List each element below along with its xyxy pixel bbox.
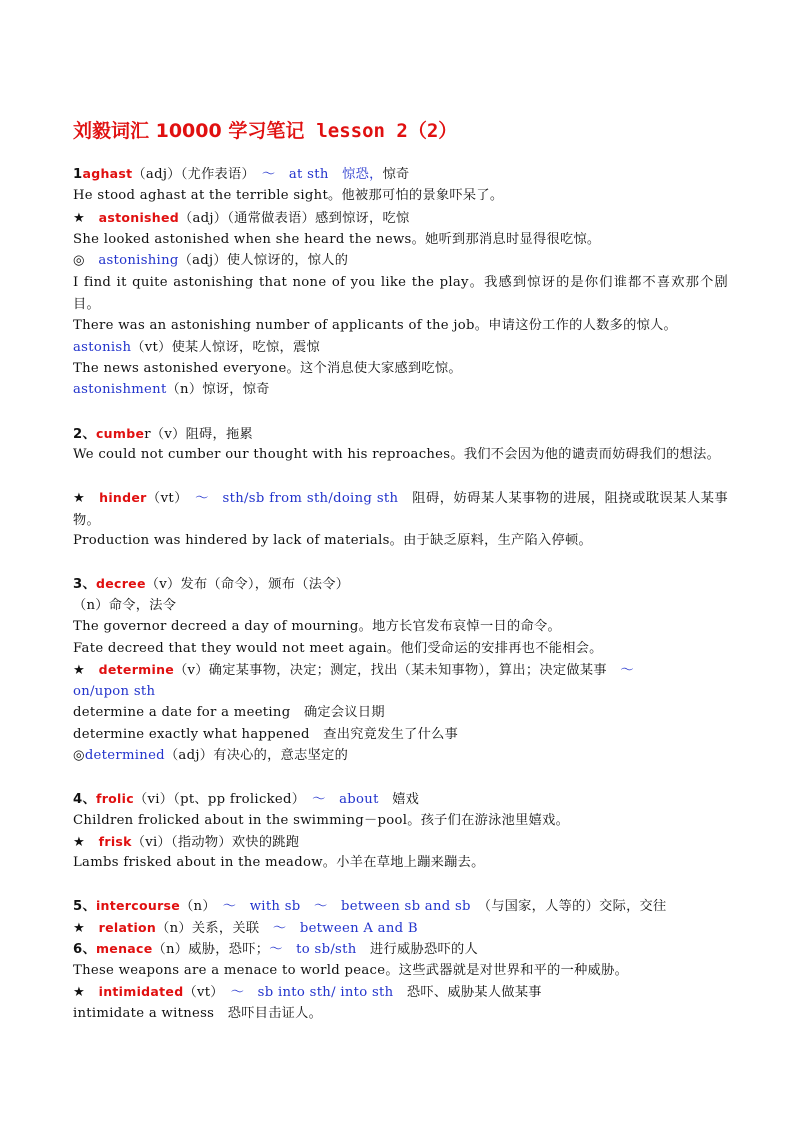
derived-word-line [73, 250, 728, 272]
example-line: The governor decreed a day of mourning。地方长官发布哀悼一日的命令。 [73, 619, 561, 634]
phrase: ～ between A and B [272, 921, 418, 936]
definition: （vt）使某人惊讶，吃惊，震惊 [131, 340, 320, 355]
derived-word-line [73, 379, 728, 401]
keyword-astonishing: astonishing [98, 253, 179, 268]
definition: 恐吓、威胁某人做某事 [406, 985, 542, 1000]
example-line: She looked astonished when she heard the news。她听到那消息时显得很吃惊。 [73, 232, 601, 247]
star-icon: ★ [73, 835, 86, 850]
entry1-phrase: ～ at sth 惊恐， [261, 167, 383, 182]
keyword-intercourse: intercourse [95, 898, 181, 913]
star-icon: ★ [73, 985, 86, 1000]
star-icon: ★ [73, 491, 86, 506]
keyword-determine: determine [98, 662, 175, 677]
entry6-number: 6、 [73, 942, 96, 957]
definition: （v）发布（命令），颁布（法令） [145, 577, 350, 592]
entry5-head [73, 895, 728, 918]
entry4-head [73, 788, 728, 811]
related-word-line [73, 207, 728, 230]
keyword-hinder: hinder [99, 490, 147, 505]
example-line: These weapons are a menace to world peace。这些武器就是对世界和平的一种威胁。 [73, 963, 629, 978]
keyword-tail: r [144, 427, 151, 442]
pos: （vt） [146, 491, 182, 506]
definition: （与国家，人等的）交际，交往 [484, 899, 667, 914]
page-title [73, 116, 457, 143]
entry1-pos: （adj）（尤作表语） [132, 167, 249, 182]
example-line: Fate decreed that they would not meet again。他们受命运的安排再也不能相会。 [73, 641, 603, 656]
related-word-line [73, 659, 728, 682]
entry2-number: 2、 [73, 427, 96, 442]
keyword-relation: relation [98, 920, 157, 935]
definition: （v）阻碍，拖累 [150, 427, 254, 442]
keyword-astonish: astonish [73, 340, 132, 355]
keyword-astonishment: astonishment [73, 382, 167, 397]
keyword-aghast: aghast [82, 166, 133, 181]
entry2-head [73, 423, 728, 446]
entry6-head [73, 938, 728, 961]
example-line: There was an astonishing number of applicants of the job。申请这份工作的人数多的惊人。 [73, 318, 678, 333]
pos: （vi）（pt、pp frolicked） [133, 792, 299, 807]
example-line: Children frolicked about in the swimming－pool。孩子们在游泳池里嬉戏。 [73, 813, 570, 828]
example-line: The news astonished everyone。这个消息使大家感到吃惊。 [73, 361, 462, 376]
entry3-number: 3、 [73, 577, 96, 592]
phrase: ～ to sb/sth [269, 942, 357, 957]
circle-icon: ◎ [73, 253, 85, 268]
definition: 阻碍，妨碍某人某事物的进展，阻挠或耽误某人某事物。 [73, 491, 728, 528]
phrase: ～ sth/sb from sth/doing sth [195, 491, 399, 506]
keyword-frolic: frolic [95, 791, 134, 806]
example-line: Production was hindered by lack of materials。由于缺乏原料，生产陷入停顿。 [73, 533, 592, 548]
definition: （adj）（通常做表语）感到惊讶，吃惊 [179, 211, 410, 226]
entry1-number: 1 [73, 167, 83, 182]
derived-word-line [73, 337, 728, 359]
entry3-head [73, 573, 728, 596]
phrase: ～ about [312, 792, 379, 807]
example-line: intimidate a witness 恐吓目击证人。 [73, 1006, 323, 1021]
phrase-line: on/upon sth [73, 684, 156, 699]
derived-word-line [73, 745, 728, 767]
definition: 嬉戏 [392, 792, 420, 807]
phrase: ～ sb into sth/ into sth [230, 985, 394, 1000]
definition: （adj）有决心的，意志坚定的 [164, 748, 349, 763]
related-word-line [73, 831, 728, 854]
entry4-number: 4、 [73, 792, 96, 807]
entry1-cn: 惊奇 [382, 167, 410, 182]
related-word-line [73, 917, 728, 940]
star-icon: ★ [73, 211, 86, 226]
keyword-intimidated: intimidated [98, 984, 184, 999]
related-word-line [73, 981, 728, 1004]
title-cn: 刘毅词汇 10000 学习笔记 [73, 120, 305, 142]
definition: （v）确定某事物，决定；测定，找出（某未知事物），算出；决定做某事 [174, 663, 607, 678]
example-line: He stood aghast at the terrible sight。他被那可怕的景象吓呆了。 [73, 188, 504, 203]
star-icon: ★ [73, 663, 86, 678]
phrase: ～ with sb ～ between sb and sb [222, 899, 471, 914]
pos: （vt） [183, 985, 218, 1000]
keyword-astonished: astonished [98, 210, 180, 225]
entry5-number: 5、 [73, 899, 96, 914]
definition: （adj）使人惊讶的，惊人的 [178, 253, 349, 268]
example-line: I find it quite astonishing that none of you like the play。我感到惊讶的是你们谁都不喜欢那个剧目。 [73, 275, 728, 312]
phrase: ～ [620, 663, 634, 678]
definition: （n）惊讶，惊奇 [166, 382, 270, 397]
entry1-head [73, 163, 728, 186]
keyword-cumber: cumbe [95, 426, 145, 441]
circle-icon: ◎ [73, 748, 85, 763]
keyword-menace: menace [95, 941, 153, 956]
definition: （n）威胁，恐吓； [152, 942, 270, 957]
definition: （n）关系，关联 [156, 921, 260, 936]
star-icon: ★ [73, 921, 86, 936]
keyword-determined: determined [84, 748, 165, 763]
pos: （n） [180, 899, 210, 914]
example-line: determine a date for a meeting 确定会议日期 [73, 705, 385, 720]
keyword-decree: decree [95, 576, 146, 591]
example-line: Lambs frisked about in the meadow。小羊在草地上蹦来蹦去。 [73, 855, 485, 870]
definition: （vi）（指动物）欢快的跳跑 [131, 835, 300, 850]
title-en: lesson 2（2） [316, 120, 458, 142]
keyword-frisk: frisk [98, 834, 132, 849]
related-word-line [73, 487, 728, 531]
definition-line: （n）命令，法令 [73, 598, 177, 613]
definition: 进行威胁恐吓的人 [370, 942, 478, 957]
example-line: determine exactly what happened 查出究竟发生了什么事 [73, 727, 459, 742]
example-line: We could not cumber our thought with his reproaches。我们不会因为他的谴责而妨碍我们的想法。 [73, 447, 721, 462]
